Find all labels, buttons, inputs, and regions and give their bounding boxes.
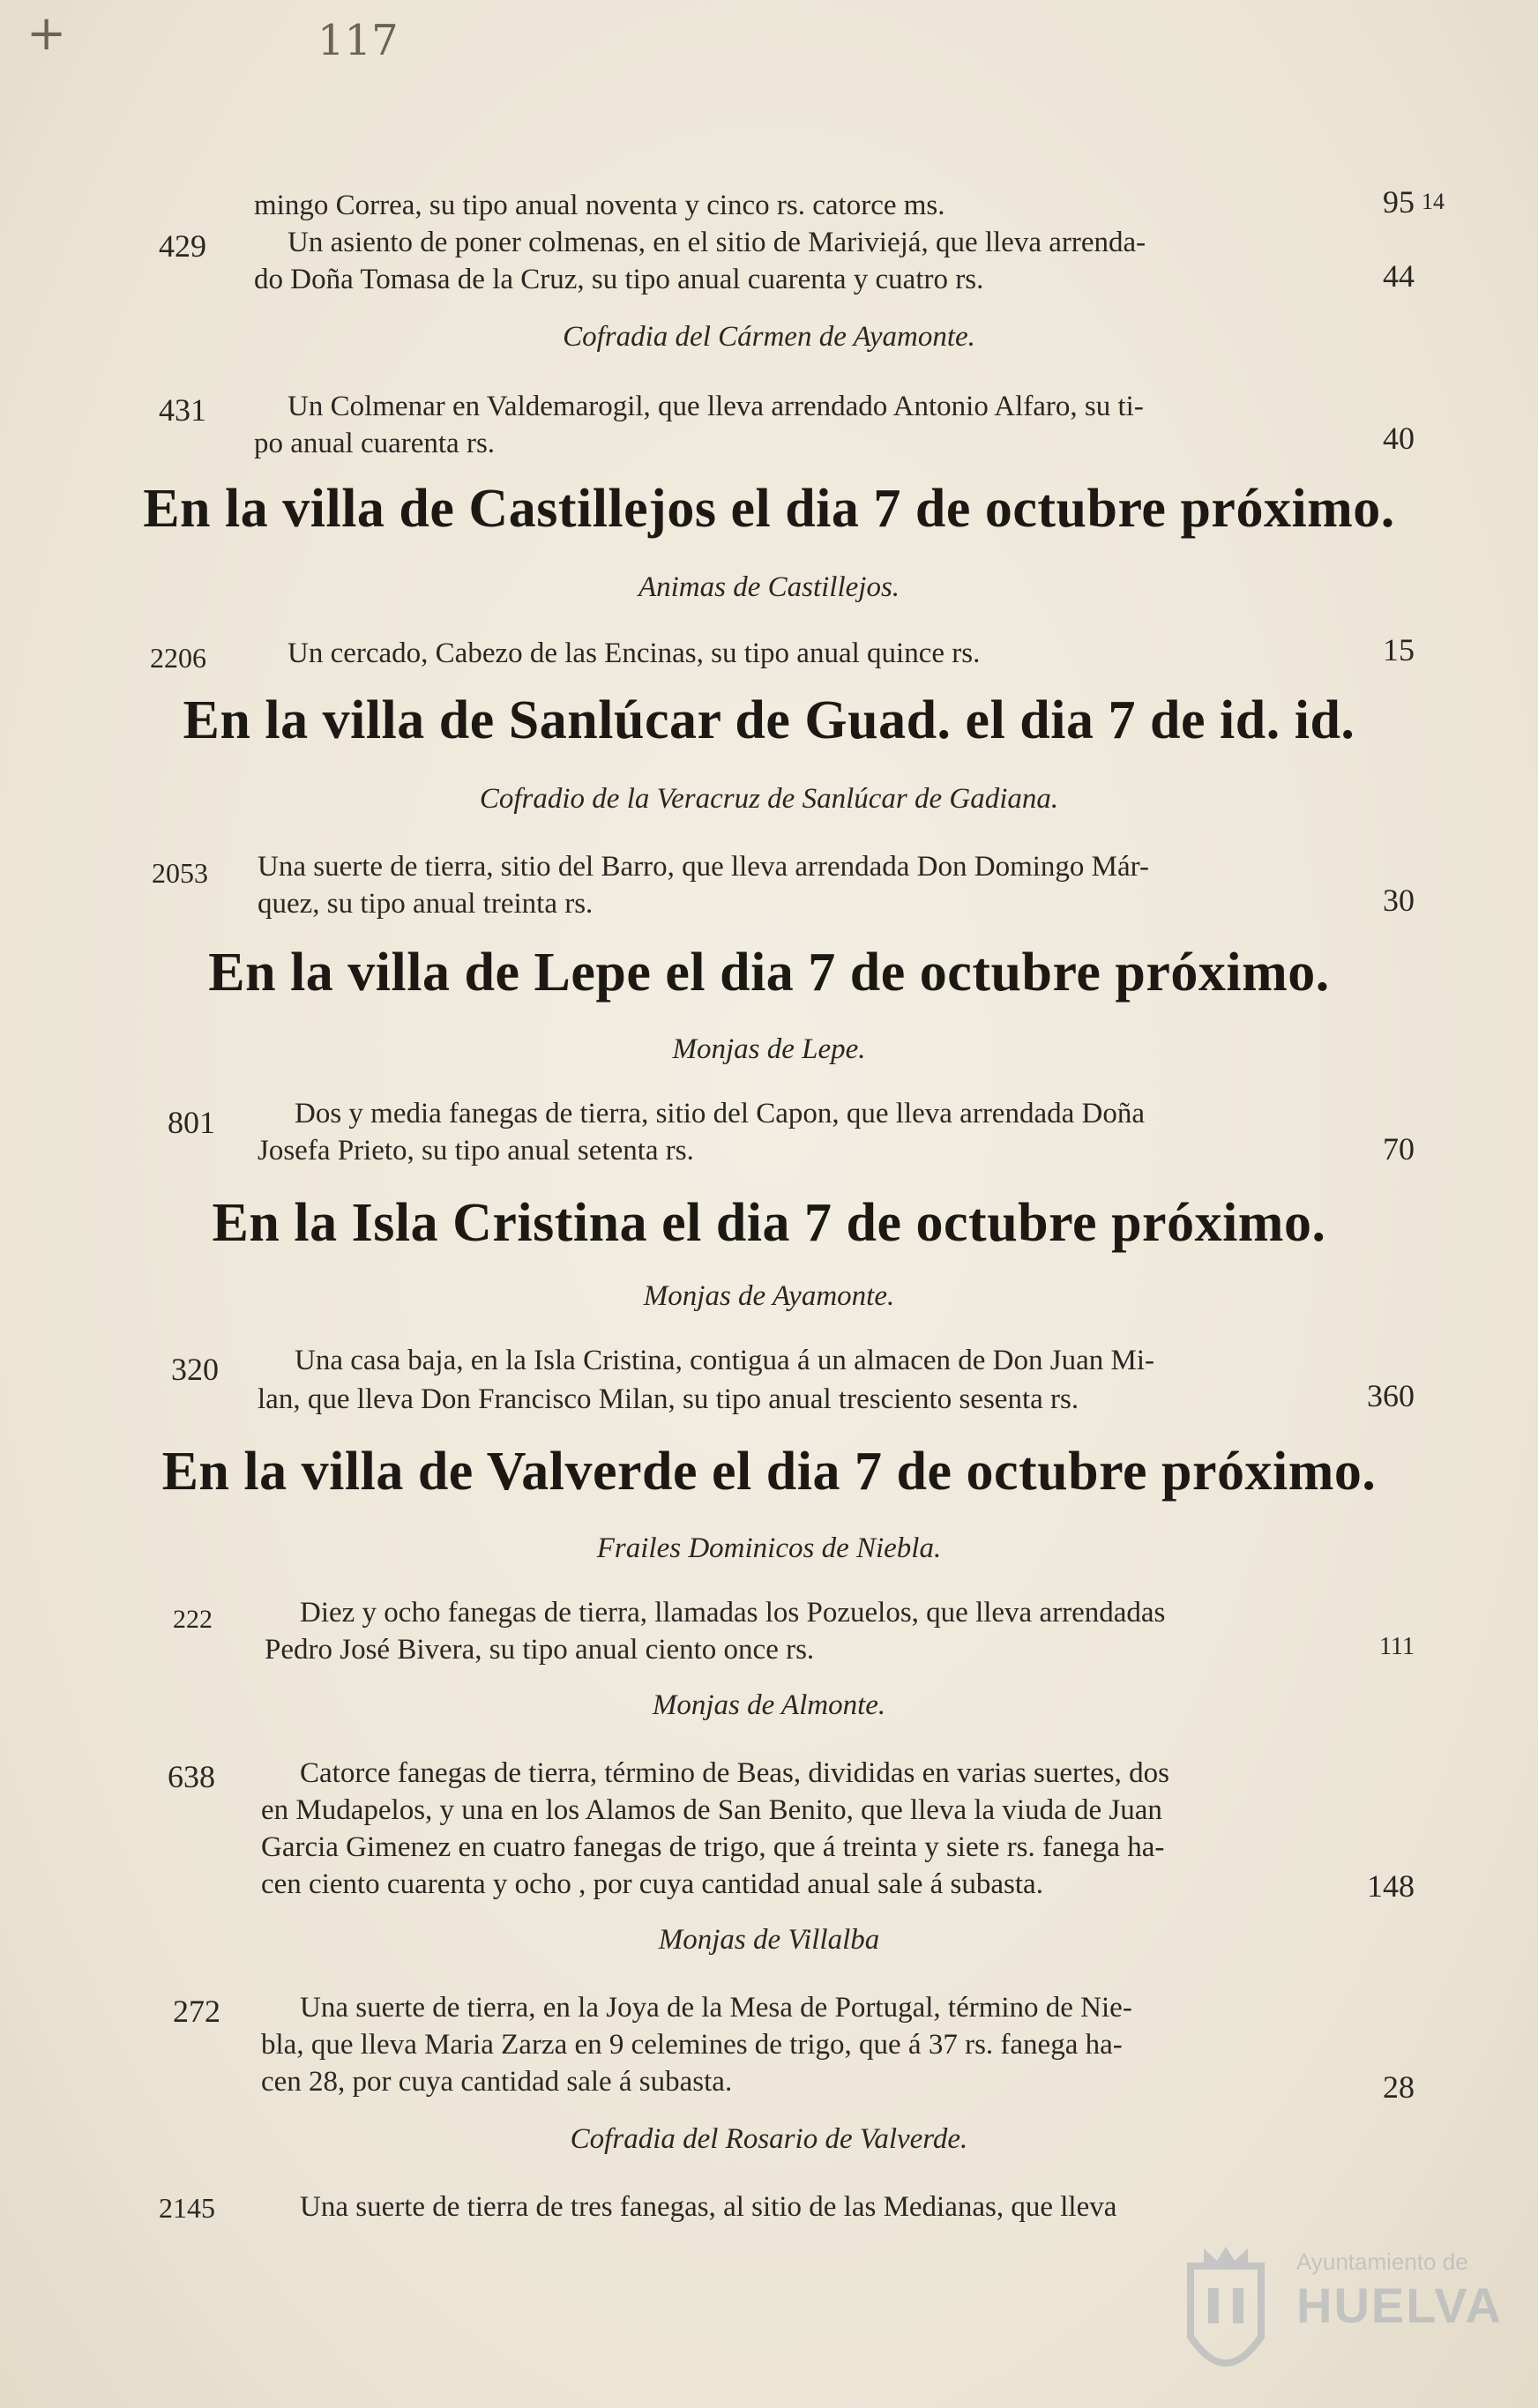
entry-amount: 70 [1383,1131,1415,1167]
entry-amount: 111 [1379,1633,1415,1660]
section-heading: En la villa de Lepe el dia 7 de octubre próximo. [208,943,1330,1003]
archive-watermark [1173,2240,1508,2398]
entry-amount-extra: 14 [1422,189,1445,214]
entry-line: Catorce fanegas de tierra, término de Beas, divididas en varias suertes, dos [300,1757,1169,1789]
entry-line: cen 28, por cuya cantidad sale á subasta. [261,2066,733,2098]
entry-line: do Doña Tomasa de la Cruz, su tipo anual cuarenta y cuatro rs. [254,264,984,295]
entry-line: Pedro José Bivera, su tipo anual ciento once rs. [265,1634,815,1666]
coat-of-arms-icon [1173,2240,1279,2389]
entry-number: 2206 [150,642,206,674]
entry-number: 429 [159,228,206,264]
entry-amount: 148 [1367,1868,1415,1904]
entry-amount: 30 [1383,883,1415,918]
entry-line: po anual cuarenta rs. [254,428,496,459]
entry-line: Una suerte de tierra, en la Joya de la Mesa de Portugal, término de Nie- [300,1992,1132,2024]
entry-line: bla, que lleva Maria Zarza en 9 celemines de trigo, que á 37 rs. fanega ha- [261,2029,1123,2061]
entry-line: Dos y media fanegas de tierra, sitio del Capon, que lleva arrendada Doña [295,1098,1145,1129]
handwritten-page-number: 117 [317,16,399,65]
section-heading: En la villa de Sanlúcar de Guad. el dia 7 de id. id. [183,690,1355,750]
entry-number: 2053 [152,857,208,889]
entry-line: Josefa Prieto, su tipo anual setenta rs. [258,1135,694,1167]
section-title: Animas de Castillejos. [638,571,900,603]
section-heading: En la villa de Valverde el dia 7 de octubre próximo. [161,1442,1377,1502]
entry-line: Garcia Gimenez en cuatro fanegas de trigo, que á treinta y siete rs. fanega ha- [261,1831,1165,1863]
entry-amount: 40 [1383,421,1415,456]
entry-amount: 28 [1383,2069,1415,2105]
section-title: Monjas de Ayamonte. [643,1280,895,1312]
entry-line: en Mudapelos, y una en los Alamos de San Benito, que lleva la viuda de Juan [261,1794,1162,1826]
entry-amount: 360 [1367,1378,1415,1413]
entry-line: cen ciento cuarenta y ocho , por cuya cantidad anual sale á subasta. [261,1868,1043,1900]
watermark-line2: HUELVA [1296,2278,1503,2333]
section-heading: En la villa de Castillejos el dia 7 de octubre próximo. [143,479,1395,539]
entry-line: Diez y ocho fanegas de tierra, llamadas los Pozuelos, que lleva arrendadas [300,1597,1166,1629]
entry-line: Un asiento de poner colmenas, en el sitio de Mariviejá, que lleva arrenda- [287,227,1146,258]
entry-number: 320 [171,1352,219,1387]
entry-number: 2145 [159,2192,215,2224]
watermark-line1: Ayuntamiento de [1296,2248,1468,2275]
entry-line: Una casa baja, en la Isla Cristina, contigua á un almacen de Don Juan Mi- [295,1345,1154,1376]
entry-amount: 15 [1383,632,1415,667]
margin-cross-mark: + [26,5,67,61]
entry-line: quez, su tipo anual treinta rs. [258,888,594,920]
entry-line: lan, que lleva Don Francisco Milan, su tipo anual tresciento sesenta rs. [258,1383,1079,1415]
entry-line: Un cercado, Cabezo de las Encinas, su tipo anual quince rs. [287,637,981,669]
entry-number: 638 [168,1759,215,1794]
entry-number: 431 [159,392,206,428]
section-title: Cofradio de la Veracruz de Sanlúcar de Gadiana. [479,783,1059,815]
entry-number: 222 [173,1605,213,1634]
entry-number: 801 [168,1105,215,1140]
section-title: Cofradia del Cármen de Ayamonte. [563,321,975,353]
section-title: Monjas de Lepe. [672,1033,866,1065]
entry-amount: 44 [1383,258,1415,294]
entry-line: Una suerte de tierra, sitio del Barro, que lleva arrendada Don Domingo Már- [258,851,1149,883]
section-heading: En la Isla Cristina el dia 7 de octubre próximo. [212,1193,1326,1253]
section-title: Cofradia del Rosario de Valverde. [570,2123,968,2155]
entry-line: mingo Correa, su tipo anual noventa y cinco rs. catorce ms. [254,190,945,221]
entry-line: Una suerte de tierra de tres fanegas, al sitio de las Medianas, que lleva [300,2191,1117,2223]
section-title: Monjas de Almonte. [652,1689,886,1721]
entry-line: Un Colmenar en Valdemarogil, que lleva arrendado Antonio Alfaro, su ti- [287,391,1144,422]
entry-number: 272 [173,1994,220,2029]
section-title: Frailes Dominicos de Niebla. [596,1532,942,1564]
entry-amount: 95 [1383,184,1415,220]
section-title: Monjas de Villalba [658,1924,880,1956]
